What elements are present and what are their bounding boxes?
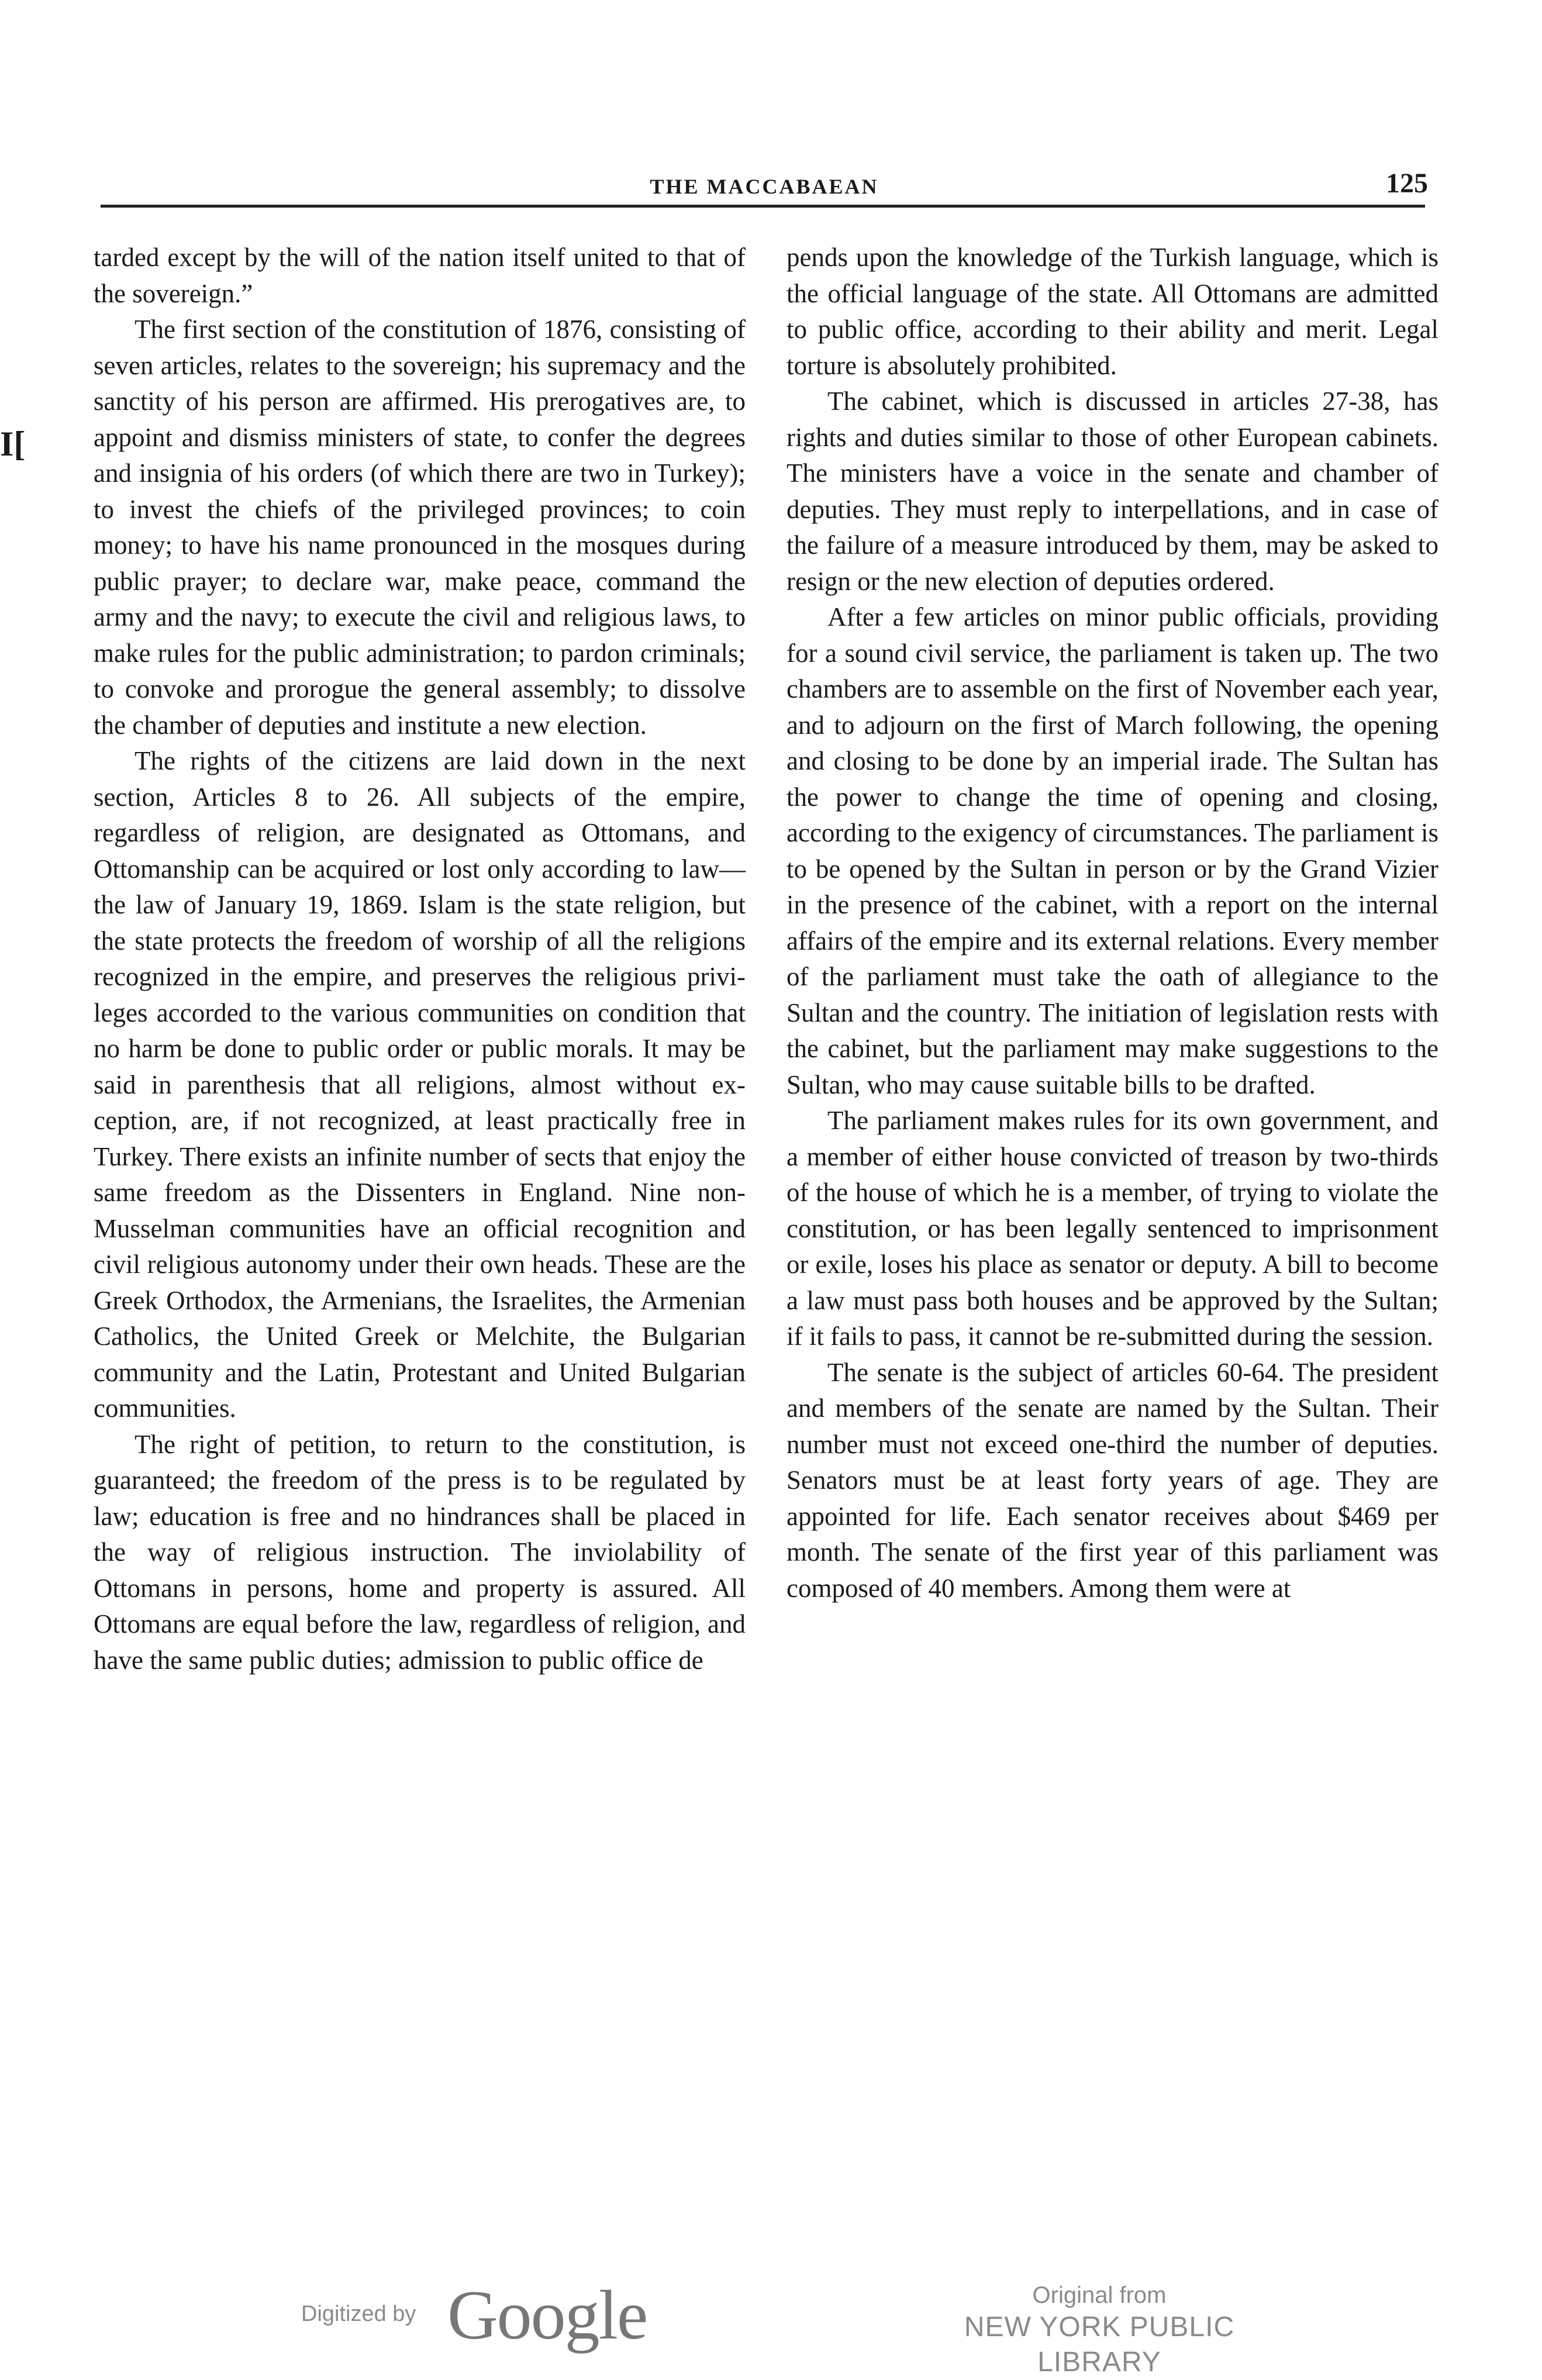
journal-title: THE MACCABAEAN	[650, 175, 879, 198]
left-paragraph-4: The right of petition, to return to the constitution, is guaranteed; the freedom of the press is to be regulated by law; education is free and no hindrances shall be placed in the way of religious instruction. The inviolability of Ottomans in persons, home and property is assured. All Ottomans are equal before the law, regardless of religion, and have the same public duties; admission to public office de	[94, 1429, 746, 1675]
right-paragraph-2: The cabinet, which is discussed in articles 27-38, has rights and duties similar to those of other European cabinets. The ministers have a voice in the senate and chamber of deputies. They must reply to interpellations, and in case of the failure of a measure introduced by them, may be asked to resign or the new election of deputies ordered.	[786, 387, 1438, 596]
left-paragraph-1: tarded except by the will of the nation itself united to that of the sovereign.”	[94, 243, 746, 308]
right-column	[786, 240, 1438, 1606]
left-column	[94, 240, 746, 1678]
header-rule	[101, 205, 1425, 208]
running-head	[101, 168, 1428, 209]
right-paragraph-5: The senate is the subject of articles 60-64. The president and members of the senate are named by the Sultan. Their number must not exceed one-third the number of deputies. Senators must be at least forty years of age. They are appointed for life. Each senator receives about $469 per month. The senate of the first year of this parliament was composed of 40 members. Among them were at	[786, 1357, 1438, 1603]
right-paragraph-4: The parliament makes rules for its own government, and a member of either house convicted of treason by two-thirds of the house of which he is a member, of trying to violate the constitution, or has been legally sentenced to imprisonment or exile, loses his place as senator or deputy. A bill to become a law must pass both houses and be approved by the Sultan; if it fails to pass, it cannot be re-submitted during the session.	[786, 1106, 1438, 1351]
binding-margin-mark: I[	[0, 425, 26, 463]
left-paragraph-3: The rights of the citizens are laid down in the next section, Articles 8 to 26. All subjects of the empire, regardless of religion, are designated as Ottomans, and Ottomanship can be acquired or lost only according to law—the law of January 19, 1869. Islam is the state religion, but the state protects the freedom of worship of all the religions recognized in the empire, and preserves the religious privileges accorded to the various communities on condition that no harm be done to public order or public morals. It may be said in parenthesis that all religions, almost without exception, are, if not recognized, at least practically free in Turkey. There exists an infinite number of sects that enjoy the same freedom as the Dissenters in England. Nine non-Musselman communities have an official recognition and civil religious autonomy under their own heads. These are the Greek Orthodox, the Armenians, the Israelites, the Armenian Catholics, the United Greek or Melchite, the Bulgarian community and the Latin, Protestant and United Bulgarian communities.	[94, 746, 746, 1423]
digitized-by-label: Digitized by	[301, 2302, 416, 2326]
library-name: NEW YORK PUBLIC LIBRARY	[964, 2312, 1235, 2378]
google-logo: Google	[447, 2276, 647, 2354]
library-attribution	[901, 2281, 1298, 2380]
left-paragraph-2: The first section of the constitution of 1876, consisting of seven articles, relates to the sovereign; his supremacy and the sanctity of his person are affirmed. His prerogatives are, to appoint and dismiss ministers of state, to confer the degrees and insignia of his orders (of which there are two in Turkey); to invest the chiefs of the privileged provinces; to coin money; to have his name pronounced in the mosques during public prayer; to declare war, make peace, command the army and the navy; to execute the civil and religious laws, to make rules for the public administration; to pardon criminals; to convoke and prorogue the general assembly; to dissolve the chamber of deputies and institute a new election.	[94, 315, 746, 740]
original-from-label: Original from	[1032, 2282, 1167, 2308]
page-number: 125	[1386, 168, 1428, 199]
right-paragraph-1: pends upon the knowledge of the Turkish language, which is the official language of the state. All Ottomans are admitted to public office, according to their ability and merit. Legal torture is absolutely prohibited.	[786, 243, 1438, 380]
right-paragraph-3: After a few articles on minor public officials, providing for a sound civil service, the parliament is taken up. The two chambers are to assemble on the first of November each year, and to adjourn on the first of March following, the opening and closing to be done by an imperial irade. The Sultan has the power to change the time of opening and closing, according to the exigency of circumstances. The parliament is to be opened by the Sultan in person or by the Grand Vizier in the presence of the cabinet, with a report on the internal affairs of the empire and its external relations. Every member of the parliament must take the oath of allegiance to the Sultan and the country. The initiation of legislation rests with the cabinet, but the parliament may make suggestions to the Sultan, who may cause suitable bills to be drafted.	[786, 602, 1439, 1099]
